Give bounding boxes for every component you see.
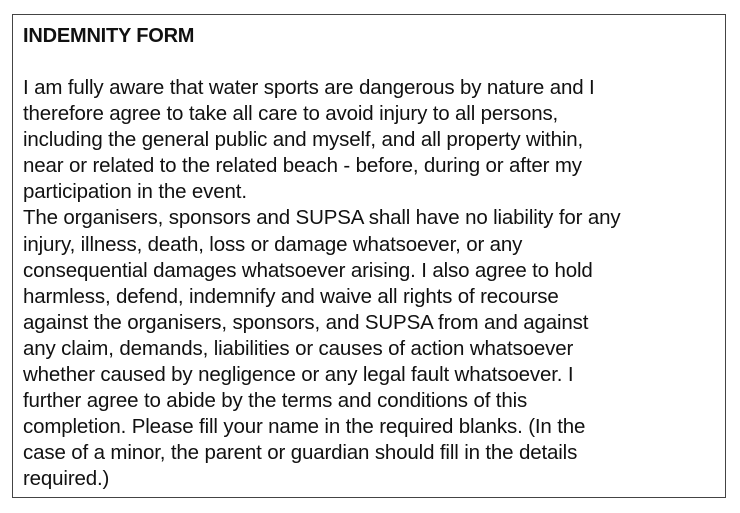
paragraph-line: any claim, demands, liabilities or causes of action whatsoever xyxy=(23,336,574,360)
paragraph-line: injury, illness, death, loss or damage whatsoever, or any xyxy=(23,232,523,256)
paragraph-line: therefore agree to take all care to avoid injury to all persons, xyxy=(23,102,559,126)
indemnity-form-box xyxy=(12,14,726,498)
awareness-paragraph xyxy=(23,75,715,205)
form-title: INDEMNITY FORM xyxy=(23,25,195,47)
paragraph-line: I am fully aware that water sports are dangerous by nature and I xyxy=(23,76,595,99)
paragraph-line: case of a minor, the parent or guardian should fill in the details xyxy=(23,441,578,465)
paragraph-line: consequential damages whatsoever arising. I also agree to hold xyxy=(23,258,593,282)
paragraph-line: including the general public and myself, and all property within, xyxy=(23,128,584,152)
paragraph-line: participation in the event. xyxy=(23,180,247,204)
paragraph-line: against the organisers, sponsors, and SUPSA from and against xyxy=(23,310,589,334)
paragraph-line: further agree to abide by the terms and conditions of this xyxy=(23,389,528,413)
paragraph-line: near or related to the related beach - before, during or after my xyxy=(23,154,582,178)
paragraph-line: harmless, defend, indemnify and waive all rights of recourse xyxy=(23,284,559,308)
paragraph-line: The organisers, sponsors and SUPSA shall have no liability for any xyxy=(23,206,621,230)
liability-paragraph xyxy=(23,205,715,492)
paragraph-line: whether caused by negligence or any legal fault whatsoever. I xyxy=(23,363,574,387)
paragraph-line: required.) xyxy=(23,467,110,491)
paragraph-line: completion. Please fill your name in the required blanks. (In the xyxy=(23,415,586,439)
